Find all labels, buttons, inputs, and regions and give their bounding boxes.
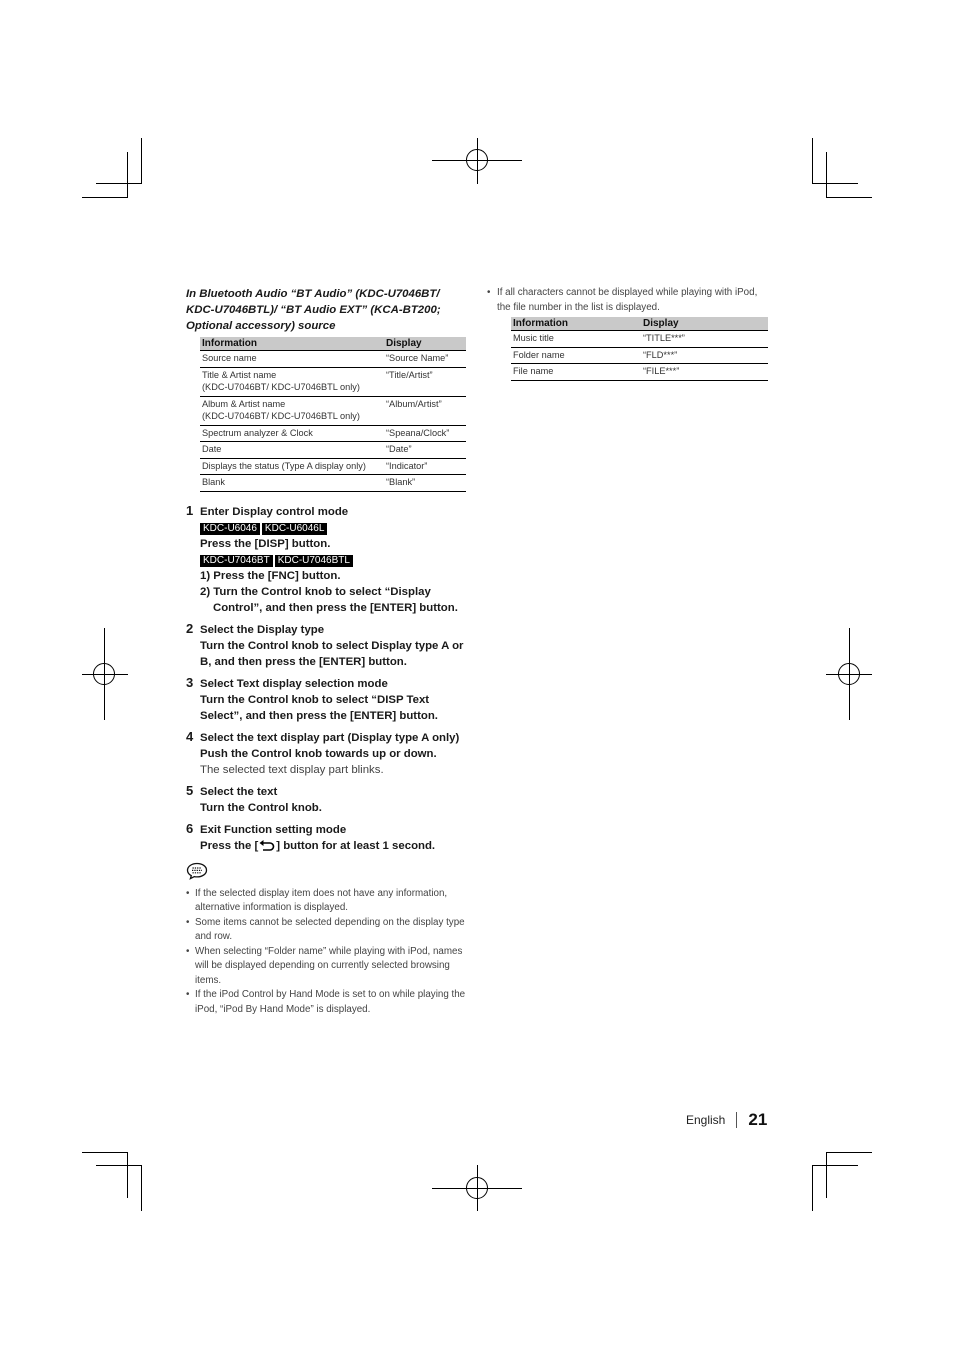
step-title: Select the text display part (Display type A only): [200, 731, 460, 744]
step-number: 2: [186, 620, 194, 636]
info-cell: Spectrum analyzer & Clock: [200, 425, 384, 442]
procedure-steps: [186, 504, 468, 856]
model-badge: KDC-U7046BTL: [275, 555, 353, 567]
model-badges: [200, 553, 468, 567]
step-4: [186, 730, 468, 778]
display-cell: “Date”: [384, 442, 466, 459]
display-cell: “FLD***”: [641, 347, 768, 364]
step-title: Select Text display selection mode: [200, 677, 388, 690]
step-substep: 2) Turn the Control knob to select “Display Control”, and then press the [ENTER] button.: [200, 585, 458, 614]
info-cell: Music title: [511, 331, 641, 348]
table-row: [200, 458, 466, 475]
step-instruction: Turn the Control knob to select Display type A or B, and then press the [ENTER] button.: [200, 639, 464, 668]
step-6: [186, 822, 468, 856]
step-instruction: Turn the Control knob to select “DISP Text Select”, and then press the [ENTER] button.: [200, 693, 438, 722]
left-column: [186, 286, 468, 1017]
page-footer: [686, 1108, 767, 1132]
step-instruction: Push the Control knob towards up or down.: [200, 747, 437, 760]
footer-language: English: [686, 1113, 726, 1127]
step-3: [186, 676, 468, 724]
step-number: 5: [186, 782, 194, 798]
display-cell: “Album/Artist”: [384, 396, 466, 425]
column-header: Display: [641, 317, 768, 331]
step-title: Enter Display control mode: [200, 505, 349, 518]
ipod-note: • If all characters cannot be displayed while playing with iPod, the file number in the list is displayed.: [487, 286, 769, 315]
section-heading: In Bluetooth Audio “BT Audio” (KDC-U7046BT/ KDC-U7046BTL)/ “BT Audio EXT” (KCA-BT200; Optional accessory) source: [186, 288, 441, 332]
model-badge: KDC-U6046: [200, 523, 260, 535]
step-substep: 1) Press the [FNC] button.: [200, 569, 341, 582]
display-cell: “Title/Artist”: [384, 367, 466, 396]
step-instruction: Turn the Control knob.: [200, 801, 322, 814]
info-cell: Album & Artist name (KDC-U7046BT/ KDC-U7046BTL only): [200, 396, 384, 425]
table-row: [511, 347, 768, 364]
table-row: [511, 364, 768, 381]
return-icon: [259, 840, 275, 856]
step-instruction: Press the [DISP] button.: [200, 537, 331, 550]
step-title: Select the Display type: [200, 623, 325, 636]
model-badge: KDC-U7046BT: [200, 555, 273, 567]
display-cell: “TITLE***”: [641, 331, 768, 348]
page-number: 21: [748, 1110, 768, 1129]
info-cell: Date: [200, 442, 384, 459]
notes-list: [186, 887, 468, 1018]
bt-audio-display-table: [200, 337, 466, 492]
display-cell: “FILE***”: [641, 364, 768, 381]
display-cell: “Indicator”: [384, 458, 466, 475]
info-cell: Displays the status (Type A display only): [200, 458, 384, 475]
right-column: [487, 286, 769, 381]
table-row: [511, 331, 768, 348]
info-cell: File name: [511, 364, 641, 381]
step-result: The selected text display part blinks.: [200, 763, 384, 776]
table-header-row: [200, 337, 466, 351]
table-row: [200, 475, 466, 492]
model-badge: KDC-U6046L: [262, 523, 327, 535]
step-title: Select the text: [200, 785, 278, 798]
ipod-display-table: [511, 317, 768, 381]
info-cell: Source name: [200, 351, 384, 368]
table-row: [200, 367, 466, 396]
table-header-row: [511, 317, 768, 331]
display-cell: “Speana/Clock”: [384, 425, 466, 442]
step-number: 6: [186, 820, 194, 836]
column-header: Information: [200, 337, 384, 351]
note-item: • Some items cannot be selected depending on the display type and row.: [186, 916, 468, 945]
info-cell: Blank: [200, 475, 384, 492]
display-cell: “Blank”: [384, 475, 466, 492]
step-instruction: Press the [ ] button for at least 1 second.: [200, 838, 468, 856]
step-number: 1: [186, 502, 194, 518]
display-cell: “Source Name”: [384, 351, 466, 368]
step-2: [186, 622, 468, 670]
note-icon: [186, 862, 468, 885]
step-number: 3: [186, 674, 194, 690]
column-header: Information: [511, 317, 641, 331]
step-number: 4: [186, 728, 194, 744]
note-item: • When selecting “Folder name” while playing with iPod, names will be displayed depending on currently selected browsing items.: [186, 945, 468, 989]
table-row: [200, 425, 466, 442]
footer-divider: [736, 1112, 737, 1128]
table-row: [200, 396, 466, 425]
step-5: [186, 784, 468, 816]
note-item: • If the iPod Control by Hand Mode is set to on while playing the iPod, “iPod By Hand Mode” is displayed.: [186, 988, 468, 1017]
note-item: • If the selected display item does not have any information, alternative information is displayed.: [186, 887, 468, 916]
table-row: [200, 351, 466, 368]
model-badges: [200, 521, 468, 535]
step-title: Exit Function setting mode: [200, 823, 347, 836]
column-header: Display: [384, 337, 466, 351]
info-cell: Title & Artist name (KDC-U7046BT/ KDC-U7046BTL only): [200, 367, 384, 396]
step-1: [186, 504, 468, 616]
table-row: [200, 442, 466, 459]
info-cell: Folder name: [511, 347, 641, 364]
